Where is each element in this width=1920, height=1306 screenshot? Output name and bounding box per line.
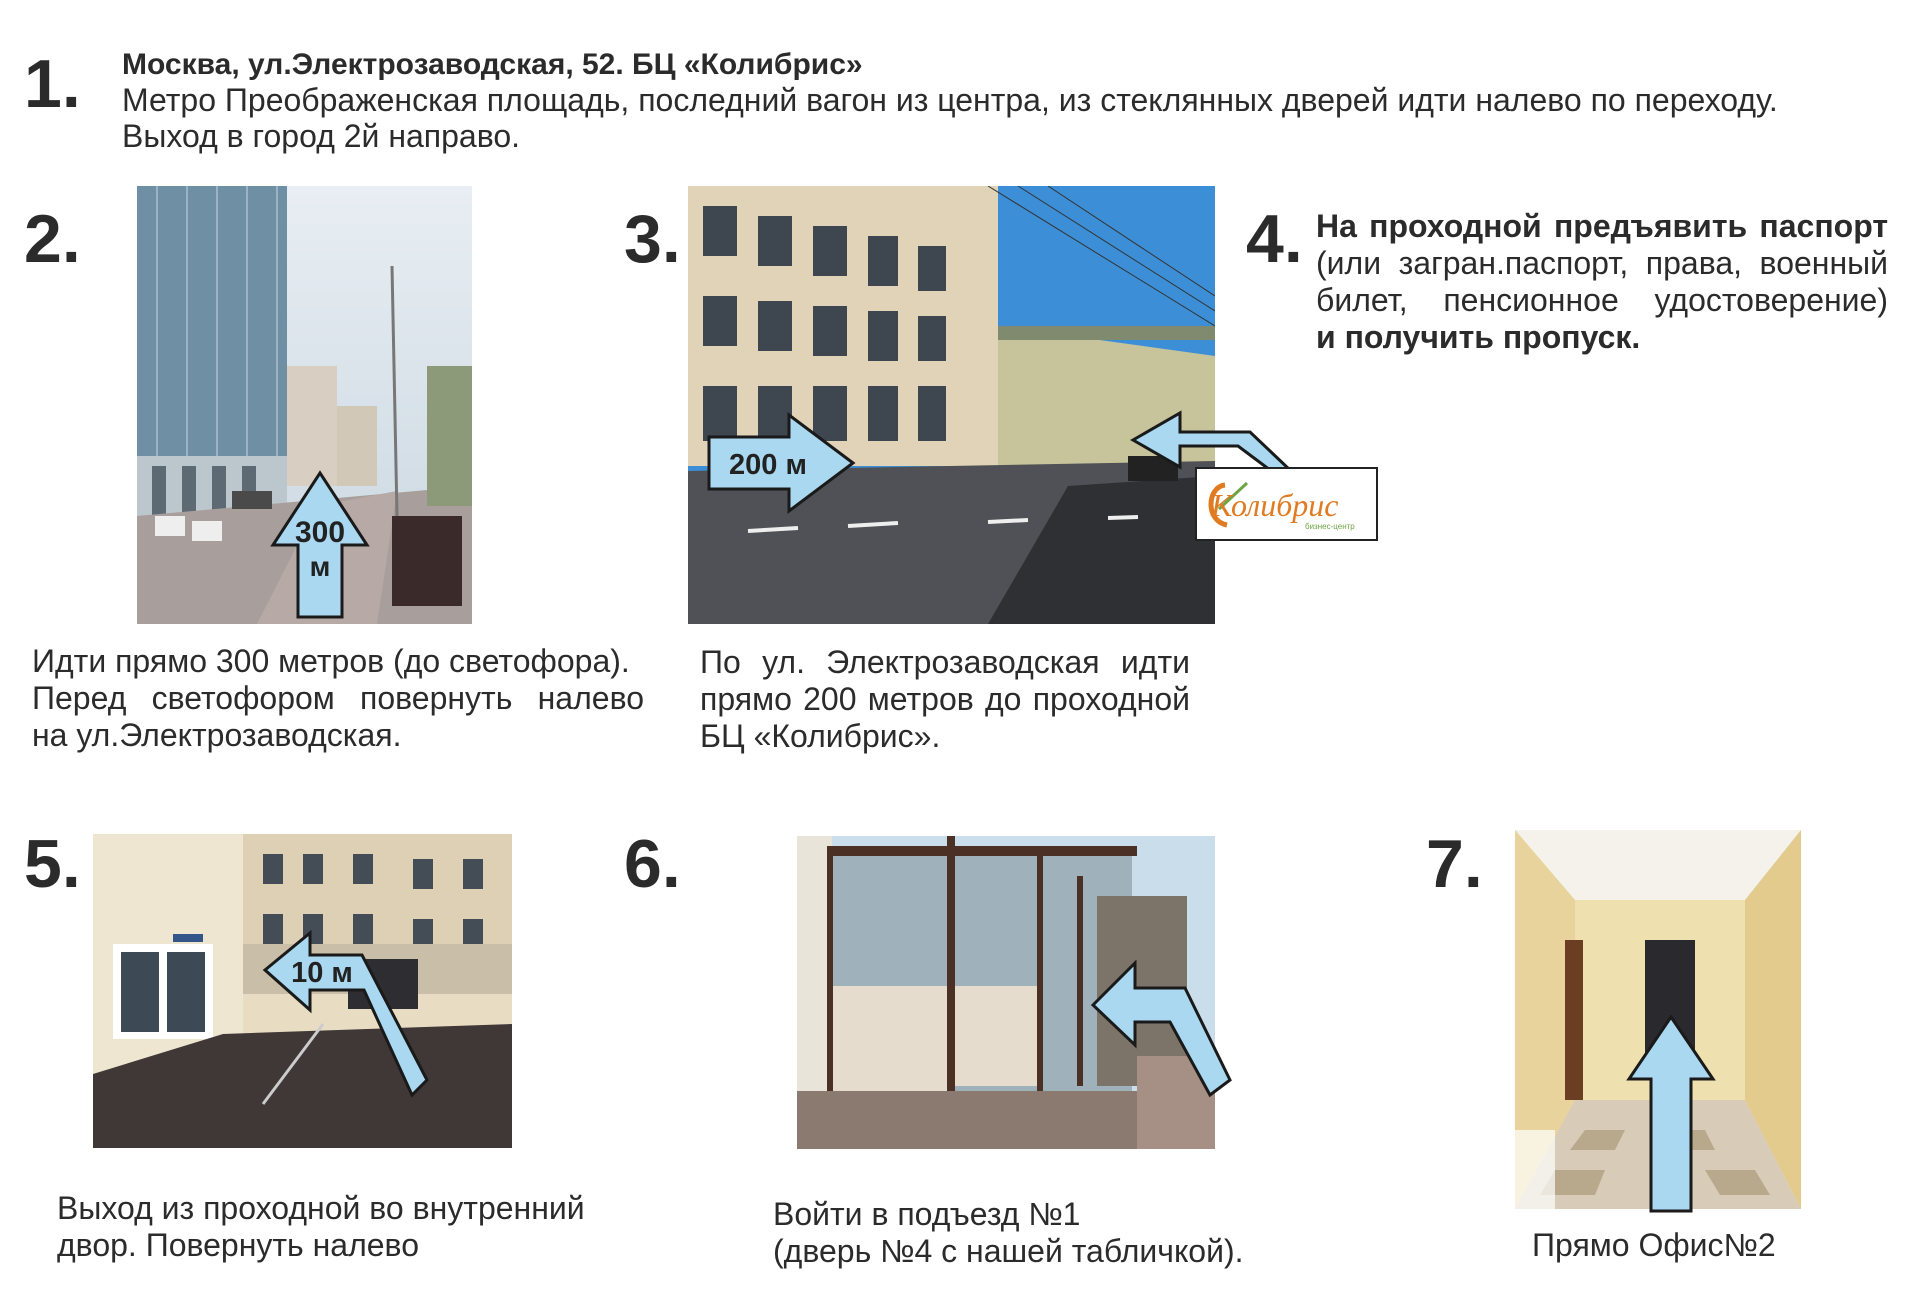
step-6-caption-line-2: (дверь №4 с нашей табличкой). bbox=[773, 1233, 1244, 1269]
step-3-arrow-label: 200 м bbox=[729, 449, 807, 481]
step-3-street-photo bbox=[688, 186, 1215, 624]
step-4-line-3: билет, пенсионное удостоверение) bbox=[1316, 282, 1888, 318]
step-7-caption: Прямо Офис№2 bbox=[1532, 1227, 1776, 1263]
step-1-directions-line-1: Метро Преображенская площадь, последний вагон из центра, из стеклянных дверей идти налево по переходу. bbox=[122, 82, 1778, 118]
step-1-number: 1. bbox=[24, 46, 81, 122]
step-6-arrow-bent-left bbox=[1090, 960, 1240, 1100]
kolibris-logo-subtitle: бизнес-центр bbox=[1305, 522, 1355, 531]
step-6-caption-line-1: Войти в подъезд №1 bbox=[773, 1196, 1081, 1232]
step-5-arrow-label: 10 м bbox=[291, 957, 353, 989]
step-2-caption-line-1: Идти прямо 300 метров (до светофора). bbox=[32, 643, 630, 679]
step-5-arrow-bent-left bbox=[262, 930, 432, 1100]
step-2-caption-line-3: на ул.Электрозаводская. bbox=[32, 717, 402, 753]
step-7-number: 7. bbox=[1426, 826, 1483, 902]
step-3-caption bbox=[700, 644, 1190, 755]
step-6-number: 6. bbox=[624, 826, 681, 902]
step-2-number: 2. bbox=[24, 201, 81, 277]
kolibris-logo-text: Колибрис bbox=[1211, 487, 1339, 523]
step-3-caption-line-2: прямо 200 метров до проходной bbox=[700, 681, 1190, 717]
step-4-line-1: На проходной предъявить паспорт bbox=[1316, 208, 1888, 244]
step-1-directions-line-2: Выход в город 2й направо. bbox=[122, 118, 521, 154]
step-5-caption-line-2: двор. Повернуть налево bbox=[57, 1227, 419, 1263]
step-2-arrow-label-1: 300 bbox=[294, 516, 346, 549]
step-7-arrow-up bbox=[1626, 1014, 1716, 1214]
step-3-number: 3. bbox=[624, 201, 681, 277]
step-5-caption bbox=[57, 1190, 585, 1264]
step-6-caption bbox=[773, 1196, 1244, 1270]
step-3-caption-line-1: По ул. Электрозаводская идти bbox=[700, 644, 1190, 680]
step-3-caption-line-3: БЦ «Колибрис». bbox=[700, 718, 941, 754]
step-2-caption-line-2: Перед светофором повернуть налево bbox=[32, 680, 644, 716]
step-4-instructions bbox=[1316, 208, 1888, 356]
step-5-caption-line-1: Выход из проходной во внутренний bbox=[57, 1190, 585, 1226]
step-4-number: 4. bbox=[1246, 201, 1303, 277]
step-1-title: Москва, ул.Электрозаводская, 52. БЦ «Колибрис» bbox=[122, 48, 863, 81]
step-4-line-4: и получить пропуск. bbox=[1316, 319, 1641, 355]
step-2-caption bbox=[32, 643, 644, 754]
step-5-number: 5. bbox=[24, 826, 81, 902]
step-4-line-2: (или загран.паспорт, права, военный bbox=[1316, 245, 1888, 281]
step-3-arrow-right bbox=[706, 412, 856, 514]
step-2-arrow-label-2: м bbox=[309, 551, 331, 582]
kolibris-logo bbox=[1195, 467, 1378, 541]
step-2-arrow-up bbox=[270, 470, 370, 620]
